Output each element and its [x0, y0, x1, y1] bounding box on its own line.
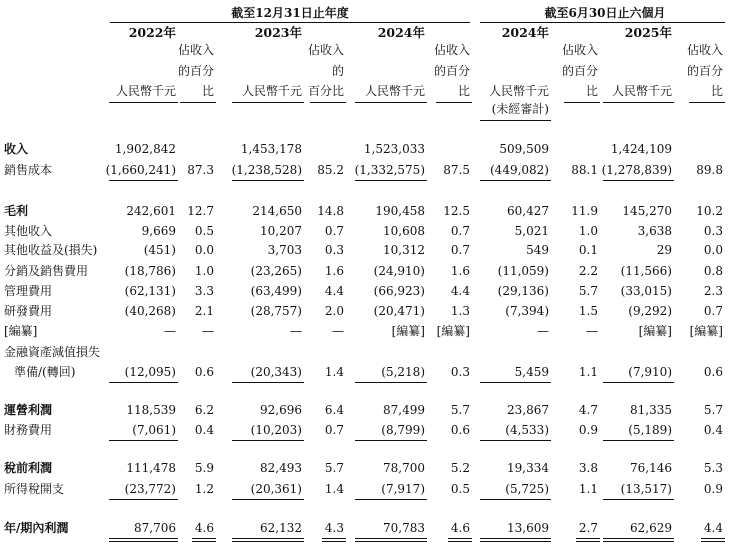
header-currency-rule [480, 120, 551, 121]
row-amount-value: 10,312 [383, 243, 425, 257]
header-currency-rule [355, 102, 427, 103]
amount-underline [603, 440, 674, 441]
row-pct-value: 0.3 [703, 224, 723, 238]
row-amount-value: 1,453,178 [240, 142, 302, 156]
header-pct-line3: 比 [585, 84, 598, 98]
row-pct-value: 1.6 [324, 264, 344, 278]
amount-underline [109, 499, 178, 500]
row-pct-value: [編纂] [689, 324, 723, 338]
row-pct-value: [編纂] [436, 324, 470, 338]
header-group-six-months-rule [480, 22, 725, 23]
row-amount-value: 29 [656, 243, 672, 257]
row-pct-value: 2.3 [703, 284, 723, 298]
row-pct-value: 3.3 [194, 284, 214, 298]
total-double-underline [603, 541, 674, 542]
row-pct-value: 5.9 [194, 461, 214, 475]
row-pct-value: 0.9 [578, 423, 598, 437]
row-amount-value: — [290, 324, 302, 338]
row-label: 分銷及銷售費用 [4, 264, 89, 278]
header-group-six-months: 截至6月30日止六個月 [544, 6, 666, 20]
row-amount-value: (11,059) [497, 264, 549, 278]
header-pct-line2: 的 [331, 64, 344, 78]
row-pct-value: 0.3 [450, 365, 470, 379]
header-currency-rule [603, 102, 674, 103]
header-pct-line3: 百分比 [307, 84, 344, 98]
row-amount-value: (1,332,575) [354, 163, 425, 177]
header-pct-rule [564, 102, 600, 103]
row-pct-value: 0.9 [703, 482, 723, 496]
row-pct-value: 0.8 [703, 264, 723, 278]
amount-underline [355, 180, 427, 181]
header-currency-rule [232, 102, 304, 103]
row-amount-value: (5,189) [628, 423, 672, 437]
row-amount-value: 549 [526, 243, 549, 257]
total-double-underline [603, 538, 674, 539]
row-amount-value: 60,427 [507, 204, 549, 218]
row-amount-value: 92,696 [260, 403, 302, 417]
row-label: 毛利 [4, 204, 29, 218]
row-amount-value: (62,131) [124, 284, 176, 298]
row-amount-value: 214,650 [252, 204, 302, 218]
row-amount-value: (7,394) [505, 304, 549, 318]
row-amount-value: 87,499 [383, 403, 425, 417]
row-pct-value: 85.2 [317, 163, 344, 177]
row-pct-value: 88.1 [571, 163, 598, 177]
row-pct-value: 5.7 [324, 461, 344, 475]
row-label: [編纂] [4, 324, 38, 338]
row-pct-value: 5.7 [578, 284, 598, 298]
row-label: 年/期內利潤 [4, 521, 69, 535]
row-amount-value: 19,334 [507, 461, 549, 475]
row-amount-value: 3,703 [267, 243, 302, 257]
amount-underline [603, 499, 674, 500]
row-pct-value: 2.0 [324, 304, 344, 318]
row-label-line2: 準備/(轉回) [14, 365, 76, 379]
amount-underline [232, 499, 304, 500]
row-pct-value: 5.3 [703, 461, 723, 475]
total-pct-double-underline [192, 541, 216, 542]
total-double-underline [355, 541, 427, 542]
amount-underline [603, 382, 674, 383]
row-pct-value: 0.0 [703, 243, 723, 257]
row-amount-value: (11,566) [620, 264, 672, 278]
amount-underline [355, 499, 427, 500]
header-currency: 人民幣千元 [364, 84, 425, 98]
header-pct-line2: 的百分 [177, 64, 214, 78]
total-pct-double-underline [448, 541, 472, 542]
header-currency: 人民幣千元 [611, 84, 672, 98]
row-amount-value: — [537, 324, 549, 338]
row-amount-value: (1,660,241) [105, 163, 176, 177]
row-amount-value: (40,268) [124, 304, 176, 318]
row-amount-value: (66,923) [373, 284, 425, 298]
total-pct-double-underline [192, 538, 216, 539]
row-pct-value: 4.6 [194, 521, 214, 535]
row-amount-value: 10,207 [260, 224, 302, 238]
header-pct-rule [180, 102, 216, 103]
row-amount-value: (1,238,528) [231, 163, 302, 177]
header-pct-line1: 佔收入 [177, 43, 214, 57]
row-pct-value: 1.4 [324, 365, 344, 379]
row-label: 稅前利潤 [4, 461, 53, 475]
row-pct-value: 1.3 [450, 304, 470, 318]
row-amount-value: 5,021 [514, 224, 549, 238]
row-pct-value: 1.4 [324, 482, 344, 496]
row-pct-value: 6.2 [194, 403, 214, 417]
row-pct-value: — [586, 324, 598, 338]
row-pct-value: — [332, 324, 344, 338]
header-pct-line3: 比 [201, 84, 214, 98]
header-year: 2023年 [254, 25, 302, 40]
total-pct-double-underline [322, 538, 346, 539]
total-pct-double-underline [576, 541, 600, 542]
row-pct-value: 2.2 [578, 264, 598, 278]
row-amount-value: (1,278,839) [601, 163, 672, 177]
row-amount-value: (20,361) [250, 482, 302, 496]
row-pct-value: 87.3 [187, 163, 214, 177]
row-pct-value: 5.2 [450, 461, 470, 475]
row-pct-value: 6.4 [324, 403, 344, 417]
row-label: 收入 [4, 142, 29, 156]
row-pct-value: 4.7 [578, 403, 598, 417]
amount-underline [109, 382, 178, 383]
row-amount-value: 81,335 [630, 403, 672, 417]
row-amount-value: 1,902,842 [114, 142, 176, 156]
header-pct-rule [436, 102, 472, 103]
total-double-underline [232, 538, 304, 539]
row-amount-value: (7,910) [628, 365, 672, 379]
amount-underline [480, 180, 551, 181]
amount-underline [480, 440, 551, 441]
row-amount-value: 1,523,033 [363, 142, 425, 156]
row-pct-value: 2.7 [578, 521, 598, 535]
row-amount-value: 111,478 [126, 461, 176, 475]
header-year: 2022年 [128, 25, 176, 40]
row-amount-value: (449,082) [490, 163, 549, 177]
row-amount-value: 62,629 [630, 521, 672, 535]
total-double-underline [109, 538, 178, 539]
header-pct-line1: 佔收入 [686, 43, 723, 57]
row-label: 金融資產減值損失 [4, 345, 101, 359]
row-pct-value: 0.4 [194, 423, 214, 437]
total-double-underline [480, 538, 551, 539]
row-pct-value: 11.9 [571, 204, 598, 218]
row-pct-value: 4.4 [324, 284, 344, 298]
row-amount-value: 13,609 [507, 521, 549, 535]
row-pct-value: 3.8 [578, 461, 598, 475]
row-amount-value: (33,015) [620, 284, 672, 298]
row-pct-value: 1.1 [578, 365, 598, 379]
row-pct-value: 0.7 [450, 243, 470, 257]
total-double-underline [480, 541, 551, 542]
amount-underline [480, 499, 551, 500]
header-currency: 人民幣千元 [241, 84, 302, 98]
row-amount-value: — [164, 324, 176, 338]
row-amount-value: (23,265) [250, 264, 302, 278]
row-amount-value: 5,459 [514, 365, 549, 379]
header-year: 2024年 [377, 25, 425, 40]
row-pct-value: 0.4 [703, 423, 723, 437]
row-amount-value: 78,700 [383, 461, 425, 475]
row-amount-value: [編纂] [638, 324, 672, 338]
total-pct-double-underline [701, 541, 725, 542]
row-pct-value: 0.7 [703, 304, 723, 318]
row-pct-value: 10.2 [696, 204, 723, 218]
row-pct-value: 4.6 [450, 521, 470, 535]
header-currency: 人民幣千元 [115, 84, 176, 98]
header-pct-line3: 比 [457, 84, 470, 98]
row-pct-value: 4.4 [450, 284, 470, 298]
total-pct-double-underline [448, 538, 472, 539]
header-currency-rule [109, 102, 178, 103]
row-amount-value: (18,786) [124, 264, 176, 278]
row-amount-value: (13,517) [620, 482, 672, 496]
row-pct-value: 87.5 [443, 163, 470, 177]
row-amount-value: (63,499) [250, 284, 302, 298]
total-pct-double-underline [322, 541, 346, 542]
total-double-underline [355, 538, 427, 539]
row-label: 管理費用 [4, 284, 53, 298]
row-pct-value: 5.7 [703, 403, 723, 417]
row-pct-value: 0.0 [194, 243, 214, 257]
row-pct-value: — [202, 324, 214, 338]
amount-underline [232, 180, 304, 181]
row-amount-value: (23,772) [124, 482, 176, 496]
row-label: 銷售成本 [4, 163, 53, 177]
amount-underline [480, 382, 551, 383]
row-amount-value: 62,132 [260, 521, 302, 535]
row-label: 其他收入 [4, 224, 53, 238]
row-pct-value: 1.2 [194, 482, 214, 496]
row-pct-value: 12.5 [443, 204, 470, 218]
row-amount-value: 118,539 [126, 403, 176, 417]
amount-underline [603, 180, 674, 181]
row-label: 其他收益及(損失) [4, 243, 98, 257]
row-amount-value: (28,757) [250, 304, 302, 318]
row-pct-value: 1.5 [578, 304, 598, 318]
row-pct-value: 12.7 [187, 204, 214, 218]
row-pct-value: 0.7 [324, 224, 344, 238]
row-amount-value: (4,533) [505, 423, 549, 437]
row-pct-value: 1.6 [450, 264, 470, 278]
row-pct-value: 14.8 [317, 204, 344, 218]
row-pct-value: 4.3 [324, 521, 344, 535]
row-amount-value: 1,424,109 [610, 142, 672, 156]
total-pct-double-underline [576, 538, 600, 539]
row-amount-value: 9,669 [141, 224, 176, 238]
header-pct-line2: 的百分 [561, 64, 598, 78]
row-amount-value: (451) [143, 243, 176, 257]
row-pct-value: 0.6 [703, 365, 723, 379]
total-double-underline [232, 541, 304, 542]
row-pct-value: 5.7 [450, 403, 470, 417]
amount-underline [232, 440, 304, 441]
row-pct-value: 0.5 [450, 482, 470, 496]
row-label: 財務費用 [4, 423, 53, 437]
row-pct-value: 4.4 [703, 521, 723, 535]
row-amount-value: 76,146 [630, 461, 672, 475]
row-amount-value: (10,203) [250, 423, 302, 437]
row-label: 運營利潤 [4, 403, 53, 417]
row-amount-value: (5,725) [505, 482, 549, 496]
row-amount-value: (24,910) [373, 264, 425, 278]
row-amount-value: 10,608 [383, 224, 425, 238]
row-amount-value: (7,061) [132, 423, 176, 437]
amount-underline [109, 440, 178, 441]
row-pct-value: 0.7 [450, 224, 470, 238]
amount-underline [355, 382, 427, 383]
header-pct-line1: 佔收入 [307, 43, 344, 57]
row-pct-value: 0.7 [324, 423, 344, 437]
row-pct-value: 0.6 [450, 423, 470, 437]
row-amount-value: (8,799) [381, 423, 425, 437]
header-year: 2024年 [501, 25, 549, 40]
row-amount-value: 87,706 [134, 521, 176, 535]
row-label: 所得稅開支 [4, 482, 65, 496]
row-amount-value: (9,292) [628, 304, 672, 318]
header-pct-rule [689, 102, 725, 103]
row-pct-value: 0.1 [578, 243, 598, 257]
row-pct-value: 0.5 [194, 224, 214, 238]
row-amount-value: (20,343) [250, 365, 302, 379]
header-pct-line3: 比 [710, 84, 723, 98]
header-pct-line1: 佔收入 [433, 43, 470, 57]
row-pct-value: 1.0 [578, 224, 598, 238]
row-pct-value: 0.6 [194, 365, 214, 379]
amount-underline [109, 180, 178, 181]
row-amount-value: (29,136) [497, 284, 549, 298]
header-group-fiscal-rule [110, 22, 470, 23]
row-amount-value: 82,493 [260, 461, 302, 475]
row-amount-value: (12,095) [124, 365, 176, 379]
row-amount-value: 70,783 [383, 521, 425, 535]
row-amount-value: (5,218) [381, 365, 425, 379]
header-pct-rule [310, 102, 346, 103]
row-amount-value: [編纂] [391, 324, 425, 338]
row-pct-value: 2.1 [194, 304, 214, 318]
header-unaudited: (未經審計) [491, 102, 549, 116]
row-pct-value: 0.3 [324, 243, 344, 257]
row-amount-value: 242,601 [126, 204, 176, 218]
row-label: 研發費用 [4, 304, 53, 318]
header-year: 2025年 [624, 25, 672, 40]
row-pct-value: 1.0 [194, 264, 214, 278]
amount-underline [355, 440, 427, 441]
total-double-underline [109, 541, 178, 542]
row-amount-value: 3,638 [637, 224, 672, 238]
row-amount-value: (20,471) [373, 304, 425, 318]
row-pct-value: 1.1 [578, 482, 598, 496]
row-pct-value: 89.8 [696, 163, 723, 177]
row-amount-value: 23,867 [507, 403, 549, 417]
row-amount-value: 509,509 [499, 142, 549, 156]
amount-underline [232, 382, 304, 383]
row-amount-value: (7,917) [381, 482, 425, 496]
header-pct-line2: 的百分 [686, 64, 723, 78]
header-pct-line1: 佔收入 [561, 43, 598, 57]
row-amount-value: 145,270 [622, 204, 672, 218]
header-currency: 人民幣千元 [488, 84, 549, 98]
header-group-fiscal-year: 截至12月31日止年度 [231, 6, 349, 20]
header-pct-line2: 的百分 [433, 64, 470, 78]
row-amount-value: 190,458 [375, 204, 425, 218]
total-pct-double-underline [701, 538, 725, 539]
